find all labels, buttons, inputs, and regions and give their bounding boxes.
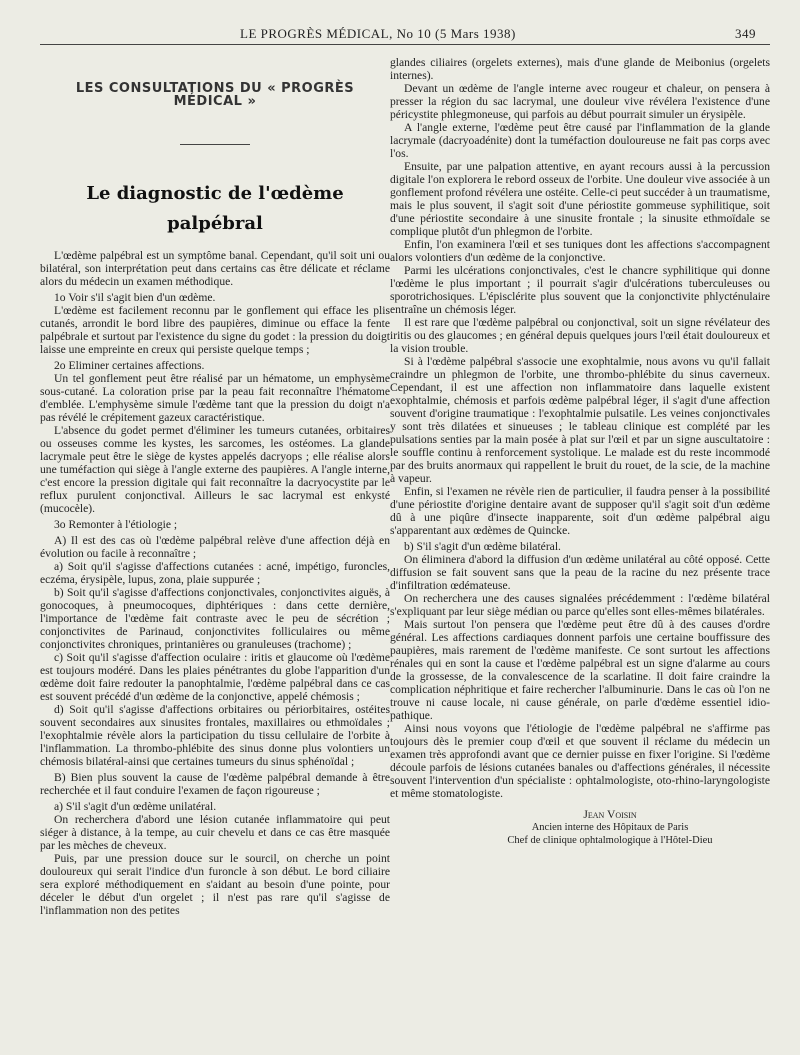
section-rubric: LES CONSULTATIONS DU « PROGRÈS MÉDICAL » bbox=[75, 81, 355, 109]
title-divider bbox=[180, 144, 250, 145]
paragraph: On recherchera d'abord une lésion cutanée inflammatoire qui peut siéger à distance, à la tempe, au cuir chevelu et dans ce cas être masquée par les mèches de cheveux. bbox=[40, 813, 390, 852]
page-number: 349 bbox=[735, 26, 756, 41]
paragraph: Puis, par une pression douce sur le sourcil, on cherche un point douloureux qui serait l'indice d'un furoncle à son début. Le bord ciliaire sera exploré méthodiquement en s'aidant au besoin d'une pointe, pour déceler le début d'un orgelet ; il n'est pas rare qu'il s'agisse de l'inflammation non des petites bbox=[40, 852, 390, 917]
author-signature bbox=[390, 808, 770, 847]
author-title-2: Chef de clinique ophtalmologique à l'Hôtel-Dieu bbox=[507, 835, 713, 846]
article-title bbox=[40, 181, 390, 237]
paragraph: Devant un œdème de l'angle interne avec rougeur et chaleur, on pensera à presser la région du sac lacrymal, une douleur vive révélera l'existence d'une péricystite phlegmoneuse, qui parfois au début pourrait simuler un érysipèle. bbox=[390, 82, 770, 121]
paragraph: Parmi les ulcérations conjonctivales, c'est le chancre syphilitique qui donne l'œdème le plus important ; il pourrait s'agir d'ulcérations tuberculeuses ou sporotrichosiques. L'épisclérite plus souvent que la conjonctivite phlycténulaire entraîne un chémosis léger. bbox=[390, 264, 770, 316]
paragraph: L'absence du godet permet d'éliminer les tumeurs cutanées, orbitaires ou osseuses comme les kystes, les sarcomes, les ostéomes. La glande lacrymale peut être le siège de kystes appelés dacryops ; elle réalise alors une tuméfaction qui siège à l'angle externe des paupières. A l'angle interne, c'est encore la pression digitale qui fait reconnaître la dacryocystite par le reflux purulent conjonctival. Ailleurs le sac lacrymal est enkysté (mucocèle). bbox=[40, 424, 390, 515]
paragraph: L'œdème est facilement reconnu par le gonflement qui efface les plis cutanés, arrondit le bord libre des paupières, diminue ou efface la fente palpébrale et surtout par l'existence du signe du godet : la pression du doigt laisse une empreinte en creux qui persiste quelque temps ; bbox=[40, 304, 390, 356]
section-heading: a) S'il s'agit d'un œdème unilatéral. bbox=[54, 800, 217, 813]
paragraph: a) Soit qu'il s'agisse d'affections cutanées : acné, impétigo, furoncles, eczéma, érysipèle, lupus, zona, plaie suppurée ; bbox=[40, 560, 390, 586]
paragraph: d) Soit qu'il s'agisse d'affections orbitaires ou périorbitaires, ostéites souvent secondaires aux sinusites frontales, maxillaires ou ethmoïdales ; l'exophtalmie révèle alors la participation du tissu cellulaire de l'orbite à l'inflammation. La thrombo-phlébite des sinus donne plus volontiers un chémosis bilatéral-ainsi que certaines tumeurs du sinus sphénoïdal ; bbox=[40, 703, 390, 768]
paragraph: Ensuite, par une palpation attentive, en ayant recours aussi à la percussion digitale l'on explorera le rebord osseux de l'orbite. Une douleur vive associée à un gonflement profond révélera une ostéite. Celle-ci peut succéder à un traumatisme, mais le plus souvent, il s'agit soit d'une périostite gommeuse syphilitique, soit d'une périostite secondaire à une sinusite frontale ; la sinusite ethmoïdale se complique plutôt d'un phlegmon de l'orbite. bbox=[390, 160, 770, 238]
paragraph: Mais surtout l'on pensera que l'œdème peut être dû à des causes d'ordre général. Les affections cardiaques donnent parfois une certaine bouffissure des paupières, mais rarement de l'œdème manifeste. Ce sont surtout les affections rénales qui en sont la cause et l'œdème palpébral est un signe d'alarme au cours de la grossesse, de la convalescence de la scarlatine. Il doit faire craindre la complication néphritique et faire rechercher l'albuminurie. Dans le cas où l'on ne trouve ni cause locale, ni cause générale, on parle d'œdème essentiel idio-pathique. bbox=[390, 618, 770, 722]
title-line-1: Le diagnostic de l'œdème bbox=[86, 183, 344, 204]
paragraph: Enfin, si l'examen ne révèle rien de particulier, il faudra penser à la possibilité d'une périostite d'origine dentaire avant de supposer qu'il s'agit soit d'un œdème dû à une piqûre d'insecte inapparente, soit d'un œdème palpébral aigu s'apparentant aux œdèmes de Quincke. bbox=[390, 485, 770, 537]
paragraph: B) Bien plus souvent la cause de l'œdème palpébral demande à être recherchée et il faut conduire l'examen de façon rigoureuse ; bbox=[40, 771, 390, 797]
left-column bbox=[40, 58, 390, 917]
title-line-2: palpébral bbox=[167, 213, 263, 234]
author-title-1: Ancien interne des Hôpitaux de Paris bbox=[531, 822, 689, 833]
paragraph: Enfin, l'on examinera l'œil et ses tuniques dont les affections s'accompagnent alors volontiers d'un œdème de la conjonctive. bbox=[390, 238, 770, 264]
paragraph: b) Soit qu'il s'agisse d'affections conjonctivales, conjonctivites aiguës, à gonocoques, à pneumocoques, diphtériques : dans cette dernière, l'importance de l'œdème fait contraste avec le peu de sécrétion ; conjonctivites de Parinaud, conjonctivites folliculaires ou même conjonctivites chroniques, printanières ou granuleuses (trachome) ; bbox=[40, 586, 390, 651]
paragraph: Il est rare que l'œdème palpébral ou conjonctival, soit un signe révélateur des iritis ou des glaucomes ; en général depuis quelques jours l'œil était douloureux et la vision trouble. bbox=[390, 316, 770, 355]
journal-title: LE PROGRÈS MÉDICAL, No 10 (5 Mars 1938) bbox=[240, 26, 516, 41]
section-heading: b) S'il s'agit d'un œdème bilatéral. bbox=[404, 540, 561, 553]
paragraph: On éliminera d'abord la diffusion d'un œdème unilatéral au côté opposé. Cette diffusion se fait souvent sans que la peau de la racine du nez présente trace d'infiltration œdémateuse. bbox=[390, 553, 770, 592]
paragraph: glandes ciliaires (orgelets externes), mais d'une glande de Meibonius (orgelets internes). bbox=[390, 56, 770, 82]
paragraph: Ainsi nous voyons que l'étiologie de l'œdème palpébral ne s'affirme pas toujours dès le premier coup d'œil et que souvent il réclame du médecin un examen très approfondi avant que ce dernier puisse en fixer l'origine. Si l'œdème découle parfois de lésions cutanées banales ou d'affections générales, il nécessite souvent l'intervention d'un spécialiste : ophtalmologiste, oto-rhino-laryngologiste et même stomatologiste. bbox=[390, 722, 770, 800]
paragraph: L'œdème palpébral est un symptôme banal. Cependant, qu'il soit uni ou bilatéral, son interprétation peut dans certains cas être délicate et réclame alors du médecin un examen méthodique. bbox=[40, 249, 390, 288]
right-column bbox=[390, 56, 770, 847]
section-heading: 3o Remonter à l'étiologie ; bbox=[54, 518, 178, 531]
paragraph: Si à l'œdème palpébral s'associe une exophtalmie, nous avons vu qu'il fallait craindre un phlegmon de l'orbite, une thrombo-phlébite du sinus caverneux. Cependant, il est une affection non inflammatoire dans laquelle existent exophtalmie, chémosis et parfois œdème palpébral léger, il s'agit d'une affection souvent d'origine traumatique : l'exophtalmie pulsatile. Les veines conjonctivales y sont très dilatées et sinueuses ; le tableau clinique est complété par les pulsations senties par la main posée à plat sur l'œil et par un signe auscultatoire : le souffle continu à renforcement systolique. Le malade est du reste incommodé par des bruits anormaux qui rappellent le bruit du rouet, de la scie, de la machine à vapeur. bbox=[390, 355, 770, 485]
paragraph: c) Soit qu'il s'agisse d'affection oculaire : iritis et glaucome où l'œdème est toujours modéré. Dans les plaies pénétrantes du globe l'apparition d'un œdème doit faire redouter la panophtalmie, l'œdème palpébral dans ce cas est souvent précédé d'un œdème de la conjonctive, appelé chémosis ; bbox=[40, 651, 390, 703]
paragraph: Un tel gonflement peut être réalisé par un hématome, un emphysème sous-cutané. La coloration prise par la peau fait reconnaître l'hématome d'emblée. L'emphysème simule l'œdème tant que la pression du doigt n'a pas révélé le crépitement gazeux caractéristique. bbox=[40, 372, 390, 424]
header-rule bbox=[40, 44, 770, 45]
section-heading: 1o Voir s'il s'agit bien d'un œdème. bbox=[54, 291, 216, 304]
paragraph: A) Il est des cas où l'œdème palpébral relève d'une affection déjà en évolution ou facile à reconnaître ; bbox=[40, 534, 390, 560]
paragraph: On recherchera une des causes signalées précédemment : l'œdème bilatéral s'expliquant par leur siège médian ou parce qu'elles sont elles-mêmes bilatérales. bbox=[390, 592, 770, 618]
running-header bbox=[0, 22, 800, 44]
paragraph: A l'angle externe, l'œdème peut être causé par l'inflammation de la glande lacrymale (dacryoadénite) dont la tuméfaction douloureuse ne fait pas corps avec l'os. bbox=[390, 121, 770, 160]
author-name: Jean Voisin bbox=[583, 808, 637, 821]
section-heading: 2o Eliminer certaines affections. bbox=[54, 359, 205, 372]
